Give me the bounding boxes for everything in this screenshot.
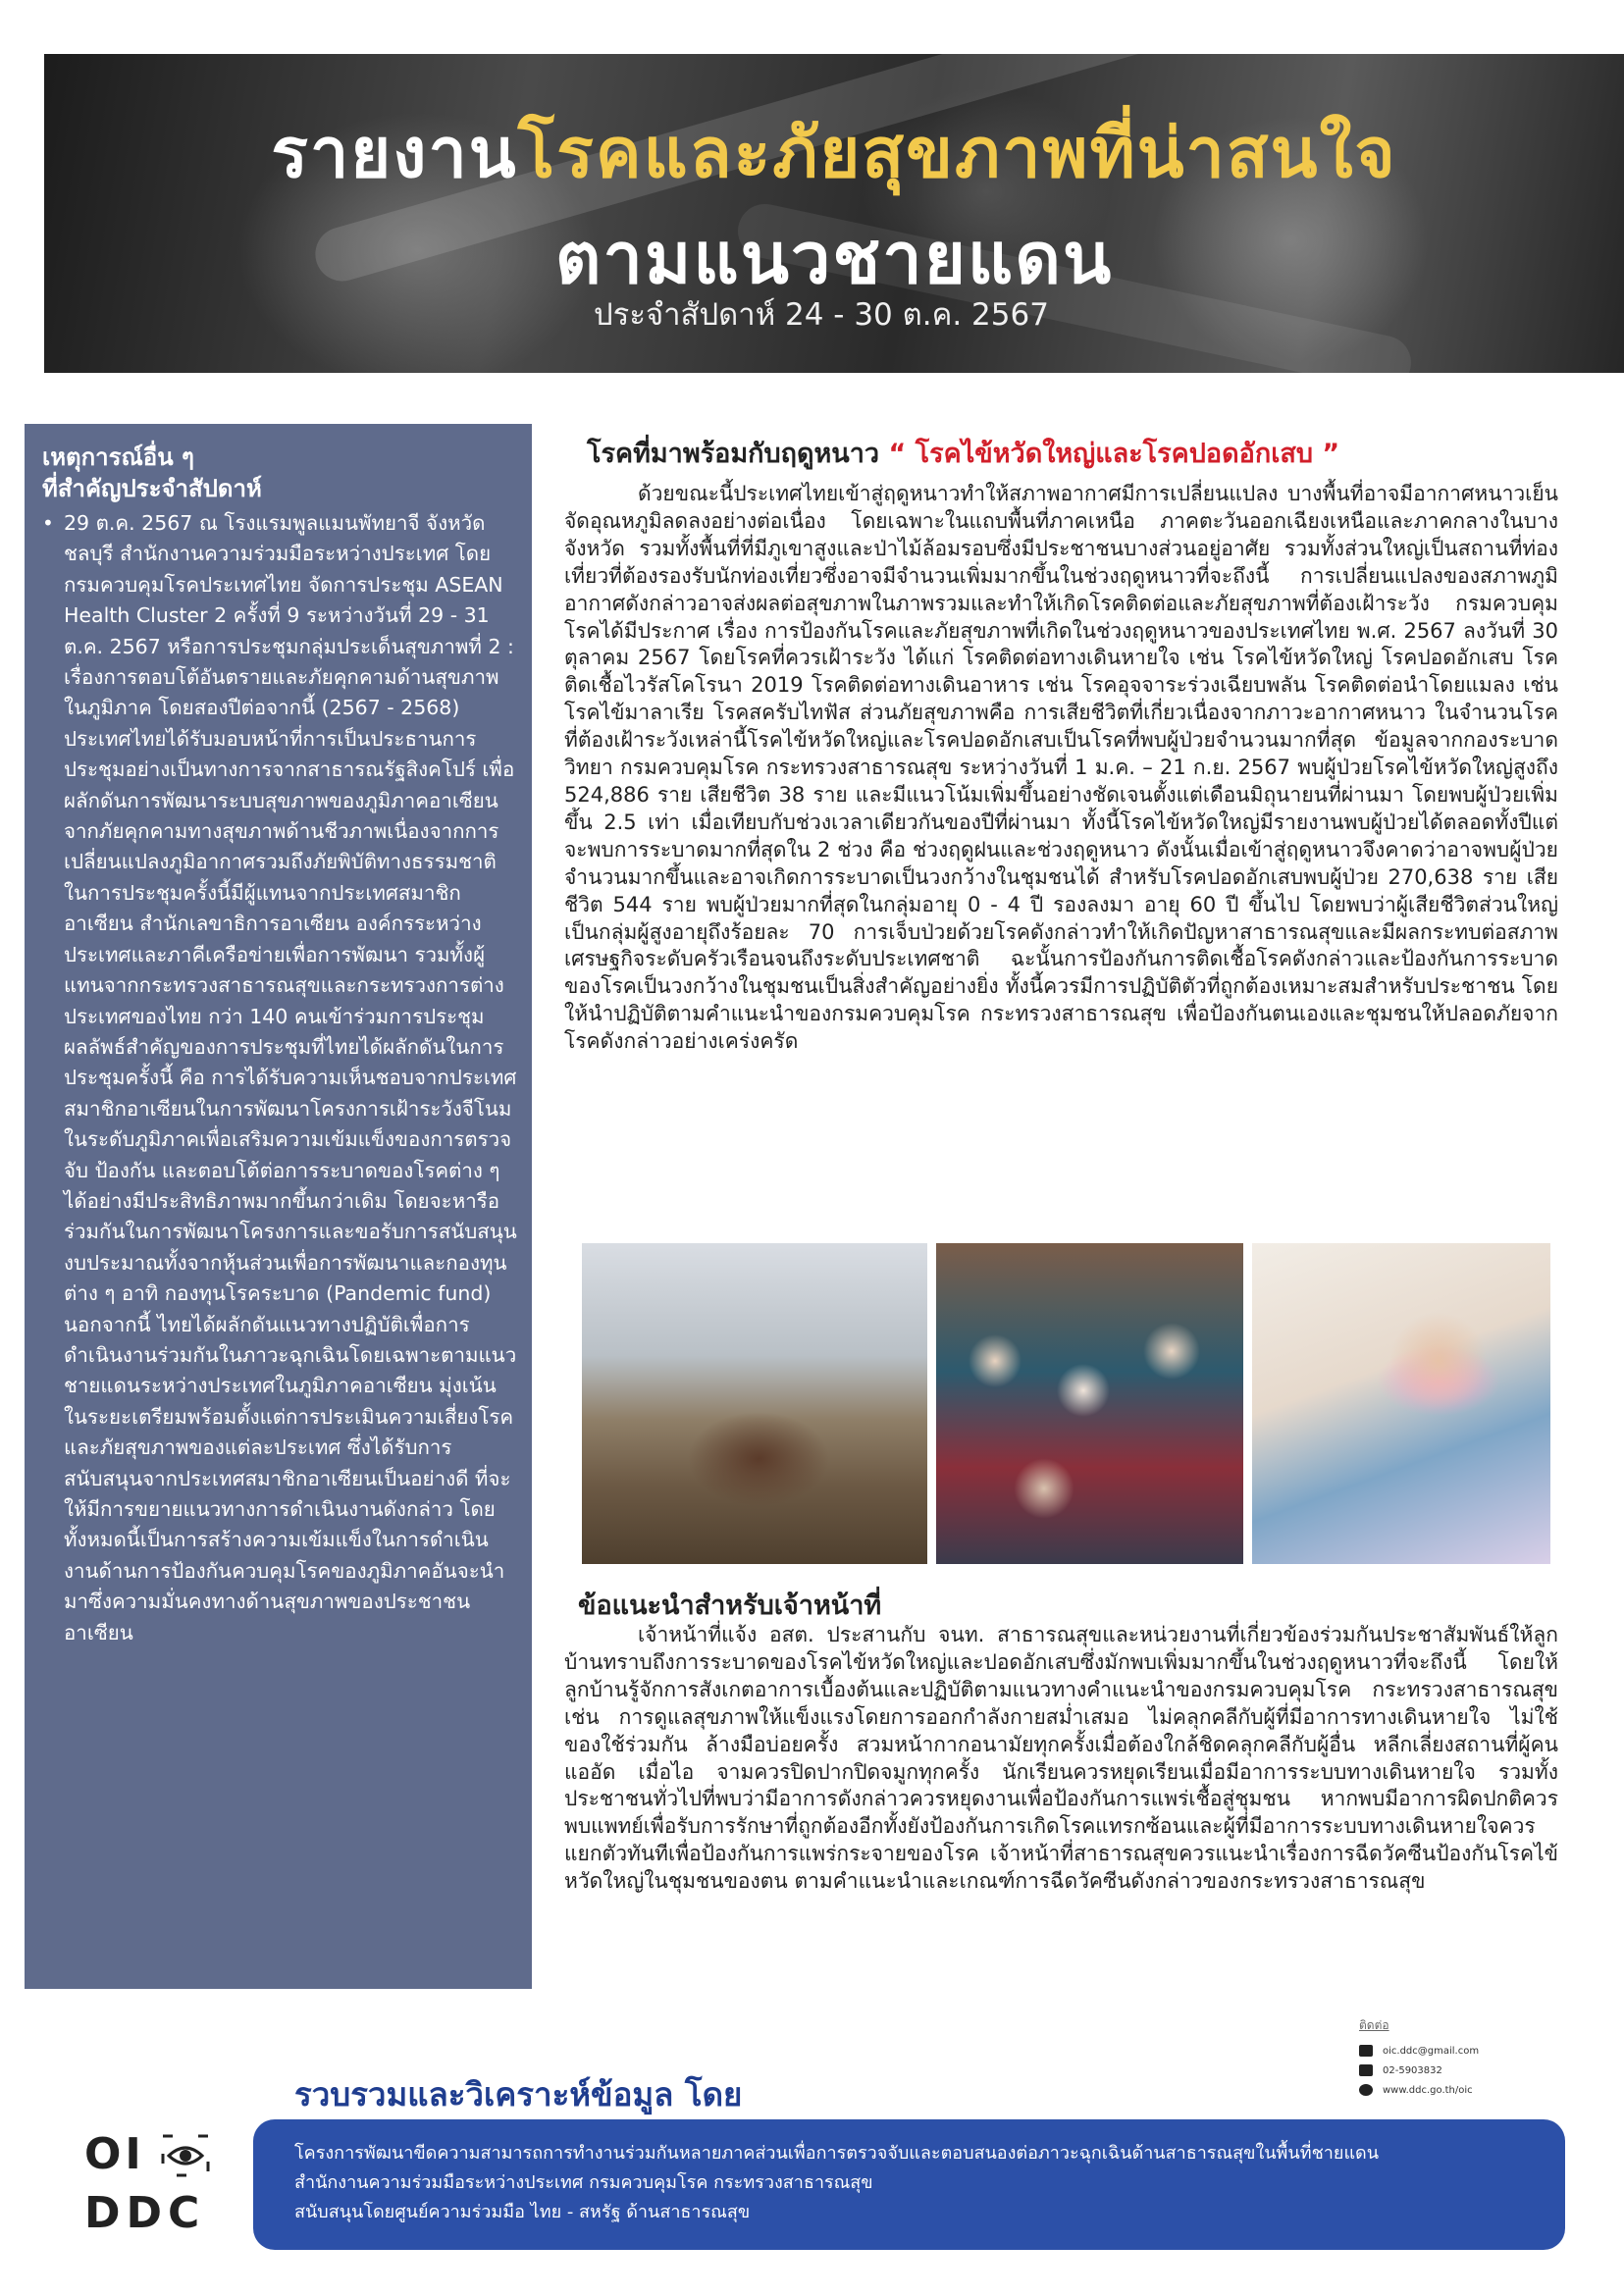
contact-email[interactable]: oic.ddc@gmail.com xyxy=(1383,2045,1480,2057)
eye-icon xyxy=(161,2134,210,2177)
bullet-icon: • xyxy=(42,511,54,535)
sidebar-heading-line2: ที่สำคัญประจำสัปดาห์ xyxy=(42,475,262,502)
contact-email-row xyxy=(1359,2041,1585,2061)
oi-ddc-logo xyxy=(84,2129,212,2247)
sidebar-other-events xyxy=(25,424,532,1989)
sidebar-body-text: 29 ต.ค. 2567 ณ โรงแรมพูลแมนพัทยาจี จังหวัดชลบุรี สำนักงานความร่วมมือระหว่างประเทศ โดยกรมควบคุมโรคประเทศไทย จัดการประชุม ASEAN Health Cluster 2 ครั้งที่ 9 ระหว่างวันที่ 29 - 31 ต.ค. 2567 หรือการประชุมกลุ่มประเด็นสุขภาพที่ 2 : เรื่องการตอบโต้อันตรายและภัยคุกคามด้านสุขภาพในภูมิภาค โดยสองปีต่อจากนี้ (2567 - 2568) ประเทศไทยได้รับมอบหน้าที่การเป็นประธานการประชุมอย่างเป็นทางการจากสาธารณรัฐสิงคโปร์ เพื่อผลักดันการพัฒนาระบบสุขภาพของภูมิภาคอาเซียนจากภัยคุกคามทางสุขภาพด้านชีวภาพเนื่องจากการเปลี่ยนแปลงภูมิอากาศรวมถึงภัยพิบัติทางธรรมชาติ ในการประชุมครั้งนี้มีผู้แทนจากประเทศสมาชิกอาเซียน สำนักเลขาธิการอาเซียน องค์กรระหว่างประเทศและภาคีเครือข่ายเพื่อการพัฒนา รวมทั้งผู้แทนจากกระทรวงสาธารณสุขและกระทรวงการต่างประเทศของไทย กว่า 140 คนเข้าร่วมการประชุม ผลลัพธ์สำคัญของการประชุมที่ไทยได้ผลักดันในการประชุมครั้งนี้ คือ การได้รับความเห็นชอบจากประเทศสมาชิกอาเซียนในการพัฒนาโครงการเฝ้าระวังจีโนม ในระดับภูมิภาคเพื่อเสริมความเข้มแข็งของการตรวจจับ ป้องกัน และตอบโต้ต่อการระบาดของโรคต่าง ๆ ได้อย่างมีประสิทธิภาพมากขึ้นกว่าเดิม โดยจะหารือร่วมกันในการพัฒนาโครงการและขอรับการสนับสนุนงบประมาณทั้งจากหุ้นส่วนเพื่อการพัฒนาและกองทุนต่าง ๆ อาทิ กองทุนโรคระบาด (Pandemic fund) นอกจากนี้ ไทยได้ผลักดันแนวทางปฏิบัติเพื่อการดำเนินงานร่วมกันในภาวะฉุกเฉินโดยเฉพาะตามแนวชายแดนระหว่างประเทศในภูมิภาคอาเซียน มุ่งเน้นในระยะเตรียมพร้อมตั้งแต่การประเมินความเสี่ยงโรคและภัยสุขภาพของแต่ละประเทศ ซึ่งได้รับการสนับสนุนจากประเทศสมาชิกอาเซียนเป็นอย่างดี ที่จะให้มีการขยายแนวทางการดำเนินงานดังกล่าว โดยทั้งหมดนี้เป็นการสร้างความเข้มแข็งในการดำเนินงานด้านการป้องกันควบคุมโรคของภูมิภาคอันจะนำมาซึ่งความมั่นคงทางด้านสุขภาพของประชาชนอาเซียน xyxy=(64,511,517,1644)
section2-paragraph: เจ้าหน้าที่แจ้ง อสต. ประสานกับ จนท. สาธารณสุขและหน่วยงานที่เกี่ยวข้องร่วมกันประชาสัมพันธ์ให้ลูกบ้านทราบถึงการระบาดของโรคไข้หวัดใหญ่และปอดอักเสบซึ่งมักพบเพิ่มมากขึ้นในช่วงฤดูหนาวที่จะถึงนี้ โดยให้ลูกบ้านรู้จักการสังเกตอาการเบื้องต้นและปฏิบัติตามแนวทางคำแนะนำของกรมควบคุมโรค กระทรวงสาธารณสุข เช่น การดูแลสุขภาพให้แข็งแรงโดยการออกกำลังกายสม่ำเสมอ ไม่คลุกคลีกับผู้ที่มีอาการทางเดินหายใจ ไม่ใช้ของใช้ร่วมกัน ล้างมือบ่อยครั้ง สวมหน้ากากอนามัยทุกครั้งเมื่อต้องใกล้ชิดคลุกคลีกับผู้อื่น หลีกเลี่ยงสถานที่ผู้คนแออัด เมื่อไอ จามควรปิดปากปิดจมูกทุกครั้ง นักเรียนควรหยุดเรียนเมื่อมีอาการระบบทางเดินหายใจ รวมทั้งประชาชนทั่วไปที่พบว่ามีอาการดังกล่าวควรหยุดงานเพื่อป้องกันการแพร่เชื้อสู่ชุมชน หากพบมีอาการผิดปกติควรพบแพทย์เพื่อรับการรักษาที่ถูกต้องอีกทั้งยังป้องกันการเกิดโรคแทรกซ้อนและผู้ที่มีอาการระบบทางเดินหายใจควรแยกตัวทันทีเพื่อป้องกันการแพร่กระจายของโรค เจ้าหน้าที่สาธารณสุขควรแนะนำเรื่องการฉีดวัคซีนป้องกันโรคไข้หวัดใหญ่ในชุมชนของตน ตามคำแนะนำและเกณฑ์การฉีดวัคซีนดังกล่าวของกระทรวงสาธารณสุข xyxy=(564,1623,1558,1894)
contact-label: ติดต่อ xyxy=(1359,2018,1389,2032)
mail-icon xyxy=(1359,2045,1373,2057)
phone-icon xyxy=(1359,2064,1373,2076)
footer-line-project: โครงการพัฒนาขีดความสามารถการทำงานร่วมกันหลายภาคส่วนเพื่อการตรวจจับและตอบสนองต่อภาวะฉุกเฉินด้านสาธารณสุขในพื้นที่ชายแดน xyxy=(294,2143,1380,2164)
sidebar-bullet-item xyxy=(42,508,518,1648)
footer-credits-box xyxy=(253,2119,1565,2250)
footer-line-support: สนับสนุนโดยศูนย์ความร่วมมือ ไทย - สหรัฐ ด้านสาธารณสุข xyxy=(294,2202,751,2222)
contact-website[interactable]: www.ddc.go.th/oic xyxy=(1383,2084,1473,2096)
section1-title-black: โรคที่มาพร้อมกับฤดูหนาว xyxy=(587,439,880,469)
logo-text-ddc: DDC xyxy=(84,2188,206,2238)
photo-crowd-masks xyxy=(936,1243,1243,1564)
sidebar-heading-line1: เหตุการณ์อื่น ๆ xyxy=(42,444,194,471)
section1-title xyxy=(587,432,1339,474)
footer-line-office: สำนักงานความร่วมมือระหว่างประเทศ กรมควบคุมโรค กระทรวงสาธารณสุข xyxy=(294,2172,873,2193)
sidebar-heading xyxy=(42,442,518,504)
section1-title-red: “ โรคไข้หวัดใหญ่และโรคปอดอักเสบ ” xyxy=(879,439,1340,469)
banner-title-yellow: โรคและภัยสุขภาพที่น่าสนใจ xyxy=(517,113,1397,193)
header-banner xyxy=(44,54,1624,373)
contact-website-row xyxy=(1359,2080,1585,2100)
photo-villagers-cold-weather xyxy=(582,1243,927,1564)
globe-icon xyxy=(1359,2084,1373,2096)
contact-phone: 02-5903832 xyxy=(1383,2064,1442,2076)
photo-child-vaccination xyxy=(1252,1243,1550,1564)
photo-strip xyxy=(582,1243,1550,1564)
section2-title: ข้อแนะนำสำหรับเจ้าหน้าที่ xyxy=(578,1591,882,1621)
contact-phone-row xyxy=(1359,2061,1585,2080)
banner-title-white: รายงาน xyxy=(271,113,518,193)
compiled-by-heading: รวบรวมและวิเคราะห์ข้อมูล โดย xyxy=(294,2075,743,2113)
section1-paragraph: ด้วยขณะนี้ประเทศไทยเข้าสู่ฤดูหนาวทำให้สภาพอากาศมีการเปลี่ยนแปลง บางพื้นที่อาจมีอากาศหนาวเย็นจัดอุณหภูมิลดลงอย่างต่อเนื่อง โดยเฉพาะในแถบพื้นที่ภาคเหนือ ภาคตะวันออกเฉียงเหนือและภาคกลางในบางจังหวัด รวมทั้งพื้นที่ที่มีภูเขาสูงและป่าไม้ล้อมรอบซึ่งมีประชาชนบางส่วนอยู่อาศัย รวมทั้งส่วนใหญ่เป็นสถานที่ท่องเที่ยวที่ต้องรองรับนักท่องเที่ยวซึ่งอาจมีจำนวนเพิ่มมากขึ้นในช่วงฤดูหนาวที่จะถึงนี้ การเปลี่ยนแปลงของสภาพภูมิอากาศดังกล่าวอาจส่งผลต่อสุขภาพในภาพรวมและทำให้เกิดโรคติดต่อและภัยสุขภาพที่ต้องเฝ้าระวัง กรมควบคุมโรคได้มีประกาศ เรื่อง การป้องกันโรคและภัยสุขภาพที่เกิดในช่วงฤดูหนาวของประเทศไทย พ.ศ. 2567 ลงวันที่ 30 ตุลาคม 2567 โดยโรคที่ควรเฝ้าระวัง ได้แก่ โรคติดต่อทางเดินหายใจ เช่น โรคไข้หวัดใหญ่ โรคปอดอักเสบ โรคติดเชื้อไวรัสโคโรนา 2019 โรคติดต่อทางเดินอาหาร เช่น โรคอุจจาระร่วงเฉียบพลัน โรคติดต่อนำโดยแมลง เช่น โรคไข้มาลาเรีย โรคสครับไทฟัส ส่วนภัยสุขภาพคือ การเสียชีวิตที่เกี่ยวเนื่องจากภาวะอากาศหนาว ในจำนวนโรคที่ต้องเฝ้าระวังเหล่านี้โรคไข้หวัดใหญ่และโรคปอดอักเสบเป็นโรคที่พบผู้ป่วยจำนวนมากที่สุด ข้อมูลจากกองระบาดวิทยา กรมควบคุมโรค กระทรวงสาธารณสุข ระหว่างวันที่ 1 ม.ค. – 21 ก.ย. 2567 พบผู้ป่วยโรคไข้หวัดใหญ่สูงถึง 524,886 ราย เสียชีวิต 38 ราย และมีแนวโน้มเพิ่มขึ้นอย่างชัดเจนตั้งแต่เดือนมิถุนายนที่ผ่านมา โดยพบผู้ป่วยเพิ่มขึ้น 2.5 เท่า เมื่อเทียบกับช่วงเวลาเดียวกันของปีที่ผ่านมา ทั้งนี้โรคไข้หวัดใหญ่มีรายงานพบผู้ป่วยได้ตลอดทั้งปีแต่จะพบการระบาดมากที่สุดใน 2 ช่วง คือ ช่วงฤดูฝนและช่วงฤดูหนาว ดังนั้นเมื่อเข้าสู่ฤดูหนาวจึงคาดว่าอาจพบผู้ป่วยจำนวนมากขึ้นและอาจเกิดการระบาดเป็นวงกว้างในชุมชนได้ สำหรับโรคปอดอักเสบพบผู้ป่วย 270,638 ราย เสียชีวิต 544 ราย พบผู้ป่วยมากที่สุดในกลุ่มอายุ 0 - 4 ปี รองลงมา อายุ 60 ปี ขึ้นไป โดยพบว่าผู้เสียชีวิตส่วนใหญ่เป็นกลุ่มผู้สูงอายุถึงร้อยละ 70 การเจ็บป่วยด้วยโรคดังกล่าวทำให้เกิดปัญหาสาธารณสุขและมีผลกระทบต่อสภาพเศรษฐกิจระดับครัวเรือนจนถึงระดับประเทศชาติ ฉะนั้นการป้องกันการติดเชื้อโรคดังกล่าวและป้องกันการระบาดของโรคเป็นวงกว้างในชุมชนเป็นสิ่งสำคัญอย่างยิ่ง ทั้งนี้ควรมีการปฏิบัติตัวที่ถูกต้องเหมาะสมสำหรับประชาชน โดยให้นำปฏิบัติตามคำแนะนำของกรมควบคุมโรค กระทรวงสาธารณสุข เพื่อป้องกันตนเองและชุมชนให้ปลอดภัยจากโรคดังกล่าวอย่างเคร่งครัด xyxy=(564,482,1558,1054)
logo-text-oi: OI xyxy=(84,2129,145,2179)
banner-title xyxy=(44,98,1624,207)
banner-title-line2: ตามแนวชายแดน xyxy=(554,217,1114,299)
banner-subtitle: ประจำสัปดาห์ 24 - 30 ต.ค. 2567 xyxy=(594,297,1049,333)
contact-block xyxy=(1359,2016,1585,2100)
